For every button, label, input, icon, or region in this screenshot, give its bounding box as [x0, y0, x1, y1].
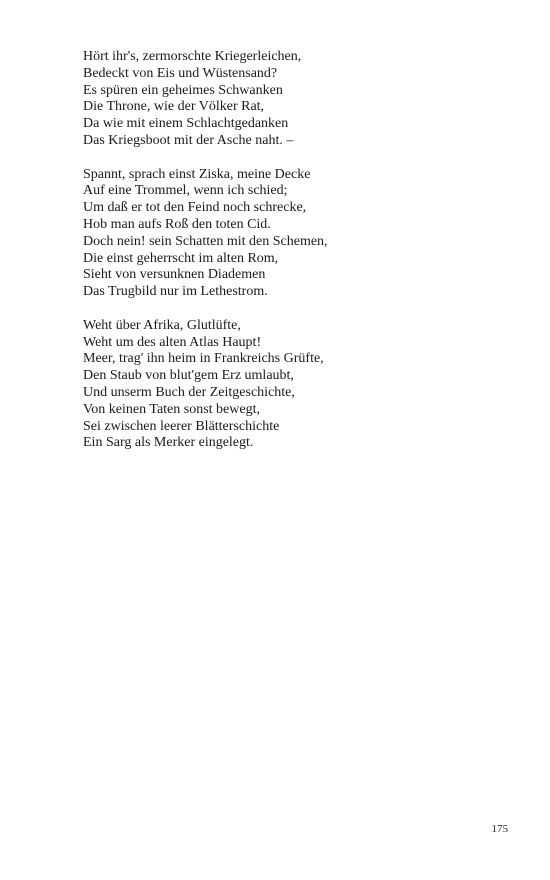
verse-line: Die einst geherrscht im alten Rom, [83, 250, 279, 266]
verse-line: Das Kriegsboot mit der Asche naht. – [83, 132, 294, 148]
verse-line: Und unserm Buch der Zeitgeschichte, [83, 384, 295, 400]
verse-line: Meer, trag' ihn heim in Frankreichs Grüfte, [83, 351, 324, 367]
verse-line: Doch nein! sein Schatten mit den Schemen, [83, 233, 328, 249]
verse-line: Da wie mit einem Schlachtgedanken [83, 116, 289, 132]
verse-line: Auf eine Trommel, wenn ich schied; [83, 183, 288, 199]
verse-line: Hob man aufs Roß den toten Cid. [83, 216, 271, 232]
stanza-1 [83, 49, 503, 150]
verse-line: Es spüren ein geheimes Schwanken [83, 82, 283, 98]
stanza-3 [83, 318, 503, 452]
verse-line: Spannt, sprach einst Ziska, meine Decke [83, 166, 311, 182]
verse-line: Den Staub von blut'gem Erz umlaubt, [83, 368, 294, 384]
verse-line: Hört ihr's, zermorschte Kriegerleichen, [83, 49, 302, 64]
verse-line: Von keinen Taten sonst bewegt, [83, 401, 260, 417]
verse-line: Die Throne, wie der Völker Rat, [83, 99, 265, 115]
verse-line: Bedeckt von Eis und Wüstensand? [83, 65, 278, 81]
verse-line: Ein Sarg als Merker eingelegt. [83, 435, 254, 451]
verse-line: Sei zwischen leerer Blätterschichte [83, 418, 280, 434]
verse-line: Weht um des alten Atlas Haupt! [83, 334, 262, 350]
stanza-2 [83, 167, 503, 301]
poem-text [83, 49, 503, 469]
verse-line: Sieht von versunknen Diademen [83, 267, 266, 283]
verse-line: Das Trugbild nur im Lethestrom. [83, 284, 268, 300]
verse-line: Um daß er tot den Feind noch schrecke, [83, 200, 307, 216]
page-number: 175 [491, 823, 508, 835]
verse-line: Weht über Afrika, Glutlüfte, [83, 317, 241, 333]
